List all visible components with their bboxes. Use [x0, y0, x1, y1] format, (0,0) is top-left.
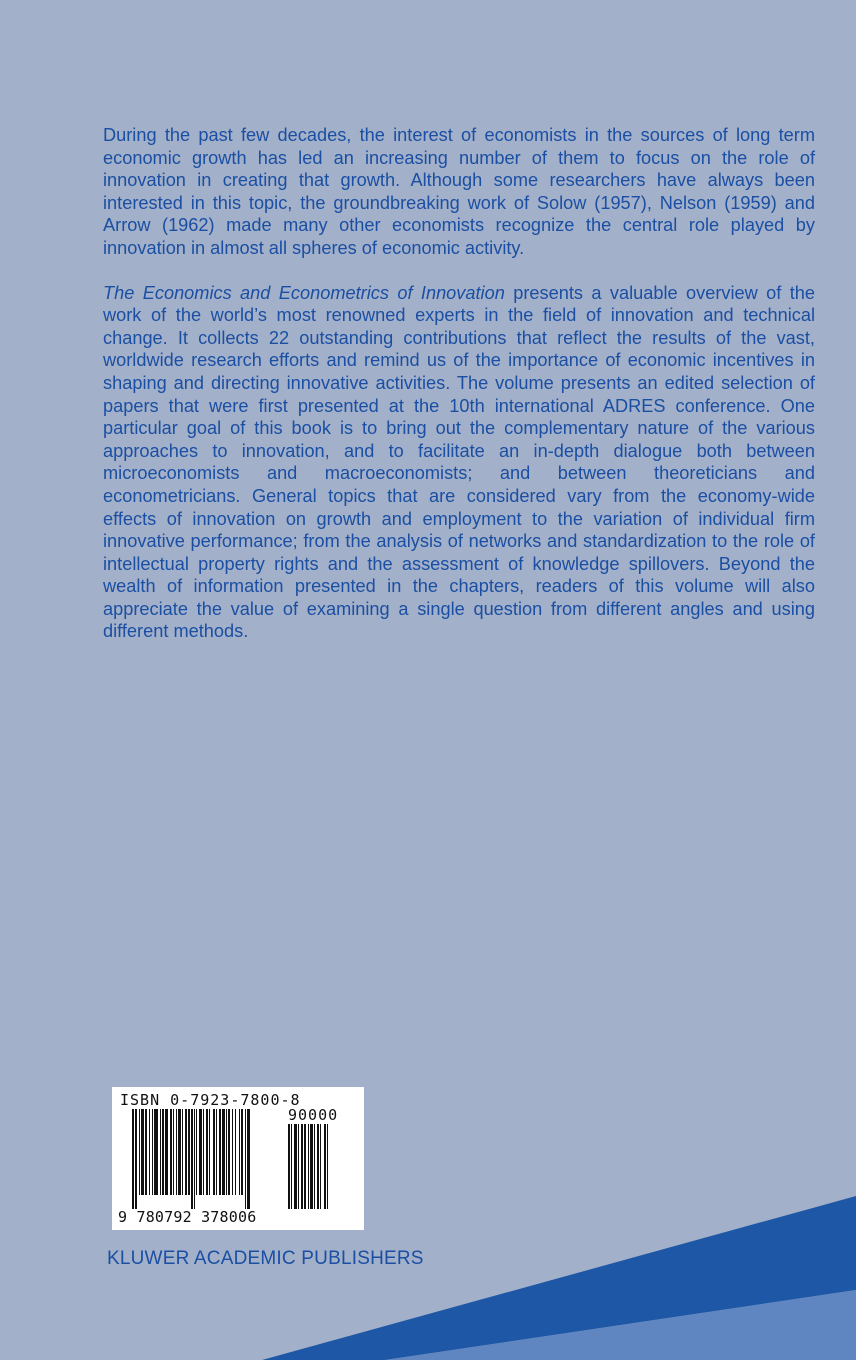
isbn-label: ISBN 0-7923-7800-8: [120, 1091, 301, 1109]
blurb-paragraph-2-body: presents a valuable overview of the work of the world’s most renowned experts in the field of innovation and technical change. It collects 22 outstanding contributions that reflect the results of the vast, worldwide research efforts and remind us of the importance of economic incentives in shaping and directing innovative activities. The volume presents an edited selection of papers that were first presented at the 10th international ADRES conference. One particular goal of this book is to bring out the complementary nature of the various approaches to innovation, and to facilitate an in-depth dialogue both between microeconomists and macroeconomists; and between theoreticians and econometricians. General topics that are considered vary from the economy-wide effects of innovation on growth and employment to the variation of individual firm innovative performance; from the analysis of networks and standardization to the role of intellectual property rights and the assessment of knowledge spillovers. Beyond the wealth of information presented in the chapters, readers of this volume will also appreciate the value of examining a single question from different angles and using different methods.: [103, 282, 815, 642]
blurb-paragraph-1: During the past few decades, the interest of economists in the sources of long term economic growth has led an increasing number of them to focus on the role of innovation in creating that growth. Although some researchers have always been interested in this topic, the groundbreaking work of Solow (1957), Nelson (1959) and Arrow (1962) made many other economists recognize the central role played by innovation in almost all spheres of economic activity.: [103, 125, 815, 258]
book-title: The Economics and Econometrics of Innovation: [103, 282, 505, 303]
publisher-name: KLUWER ACADEMIC PUBLISHERS: [107, 1248, 424, 1269]
price-code-label: 90000: [288, 1106, 339, 1124]
ean-number-label: 9 780792 378006: [118, 1208, 257, 1226]
